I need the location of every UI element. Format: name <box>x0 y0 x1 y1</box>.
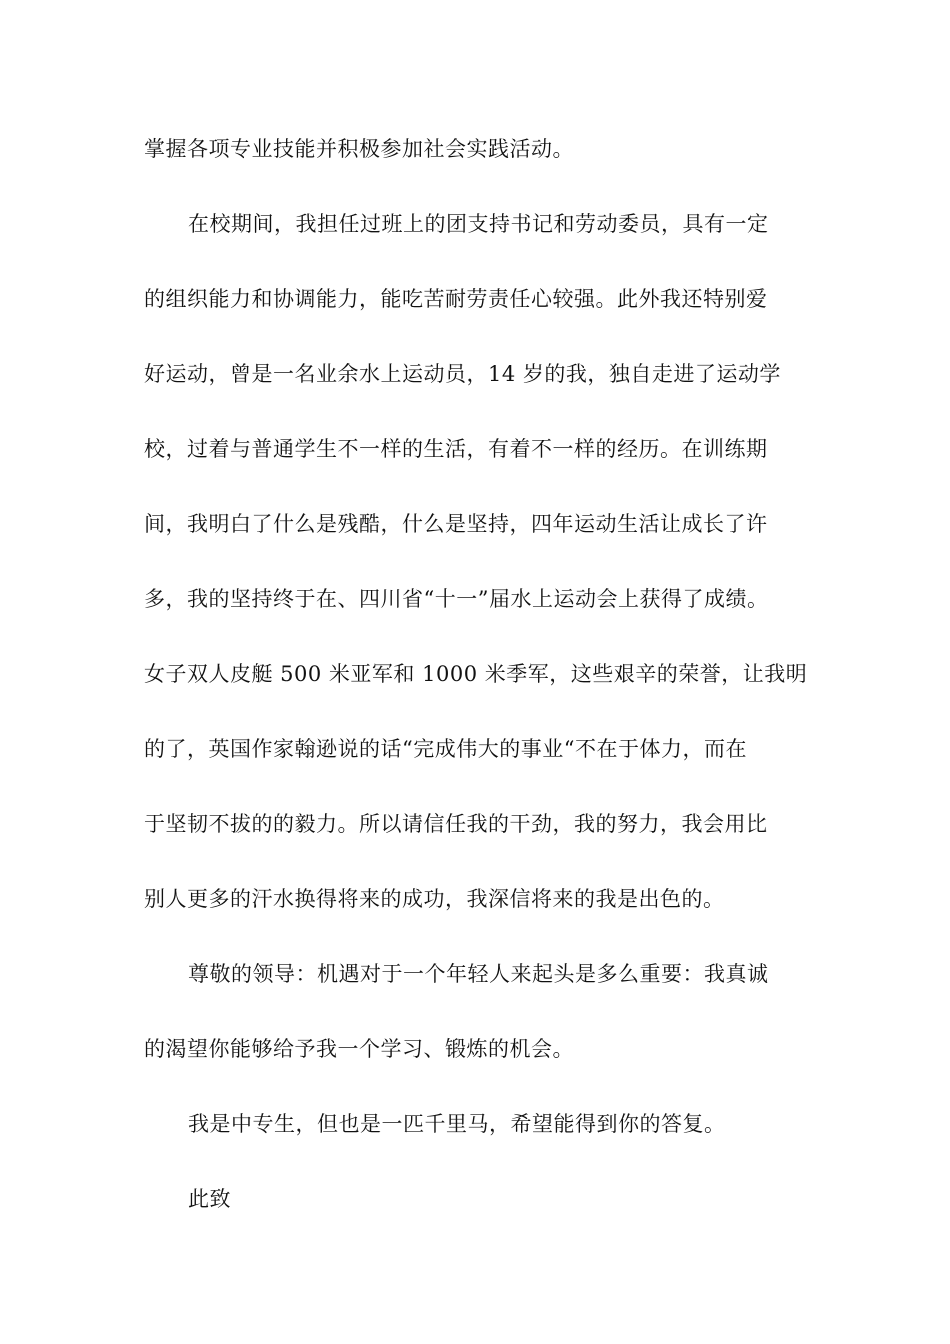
text-line: 校，过着与普通学生不一样的生活，有着不一样的经历。在训练期 <box>144 437 768 461</box>
text-line: 女子双人皮艇 500 米亚军和 1000 米季军，这些艰辛的荣誉，让我明 <box>144 662 808 686</box>
text-line: 间，我明白了什么是残酷，什么是坚持，四年运动生活让成长了许 <box>144 512 768 536</box>
text-line: 此致 <box>188 1187 231 1211</box>
text-line: 多，我的坚持终于在、四川省“十一”届水上运动会上获得了成绩。 <box>144 587 769 611</box>
text-line: 别人更多的汗水换得将来的成功，我深信将来的我是出色的。 <box>144 887 725 911</box>
text-line: 我是中专生，但也是一匹千里马，希望能得到你的答复。 <box>188 1112 726 1136</box>
text-line: 好运动，曾是一名业余水上运动员，14 岁的我，独自走进了运动学 <box>144 362 781 386</box>
text-line: 尊敬的领导：机遇对于一个年轻人来起头是多么重要：我真诚 <box>188 962 769 986</box>
text-line: 于坚韧不拔的的毅力。所以请信任我的干劲，我的努力，我会用比 <box>144 812 768 836</box>
text-line: 在校期间，我担任过班上的团支持书记和劳动委员，具有一定 <box>188 212 769 236</box>
text-line: 掌握各项专业技能并积极参加社会实践活动。 <box>144 137 574 161</box>
text-line: 的组织能力和协调能力，能吃苦耐劳责任心较强。此外我还特别爱 <box>144 287 768 311</box>
text-line: 的渴望你能够给予我一个学习、锻炼的机会。 <box>144 1037 574 1061</box>
text-line: 的了，英国作家翰逊说的话“完成伟大的事业“不在于体力，而在 <box>144 737 747 761</box>
